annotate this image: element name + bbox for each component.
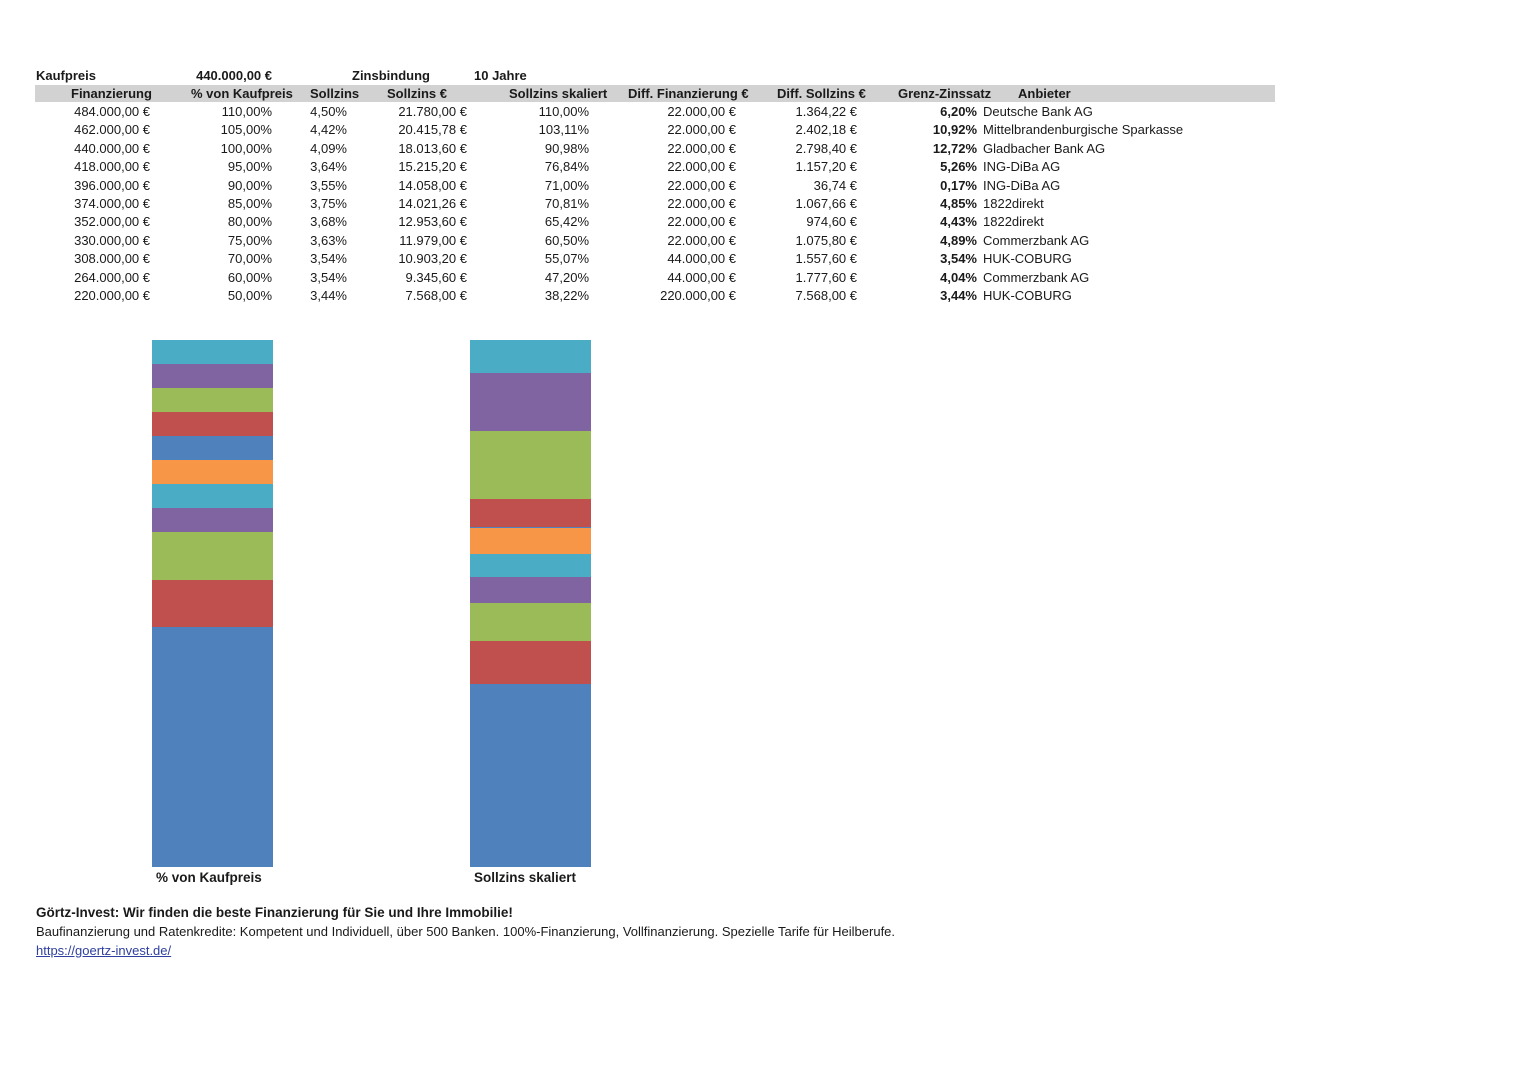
table-cell: 1.364,22 €	[795, 104, 857, 119]
table-cell: 4,04%	[940, 269, 977, 285]
bar-segment	[152, 627, 273, 867]
table-cell: HUK-COBURG	[983, 287, 1072, 303]
table-cell: 3,54%	[310, 269, 347, 285]
table-cell: 4,42%	[310, 122, 347, 138]
table-cell: 1.157,20 €	[795, 159, 857, 175]
table-cell: Gladbacher Bank AG	[983, 140, 1106, 156]
table-cell: 3,75%	[310, 195, 347, 211]
table-cell: 440.000,00 €	[74, 140, 150, 156]
table-cell: 418.000,00 €	[74, 159, 150, 175]
table-cell: 75,00%	[227, 232, 272, 248]
table-cell: 2.798,40 €	[795, 140, 857, 156]
table-cell: 3,54%	[940, 251, 977, 267]
table-cell: 330.000,00 €	[74, 232, 150, 248]
table-cell: 103,11%	[538, 122, 589, 138]
table-cell: 220.000,00 €	[74, 287, 150, 303]
table-cell: 90,00%	[227, 177, 272, 193]
chart-2-title: Sollzins skaliert	[474, 870, 577, 885]
table-cell: 3,64%	[310, 159, 347, 175]
table-cell: 22.000,00 €	[667, 140, 736, 156]
table-cell: 71,00%	[544, 177, 589, 193]
table-cell: 10.903,20 €	[398, 251, 467, 267]
table-cell: 22.000,00 €	[667, 177, 736, 193]
table-cell: 47,20%	[544, 269, 589, 285]
table-cell: 50,00%	[227, 287, 272, 303]
table-cell: 3,63%	[310, 232, 347, 248]
table-cell: 55,07%	[544, 251, 589, 267]
table-cell: 14.058,00 €	[398, 177, 467, 193]
table-cell: ING-DiBa AG	[983, 177, 1061, 193]
bar-segment	[470, 684, 591, 867]
zinsbindung-label: Zinsbindung	[352, 68, 430, 83]
table-cell: 396.000,00 €	[74, 177, 150, 193]
table-cell: 1.067,66 €	[795, 195, 857, 211]
table-cell: 22.000,00 €	[667, 214, 736, 230]
column-header-sollzins-eur: Sollzins €	[387, 86, 447, 101]
table-cell: 90,98%	[544, 140, 589, 156]
table-header-row	[35, 85, 1275, 102]
table-cell: 85,00%	[227, 195, 272, 211]
stacked-bar-1	[152, 340, 273, 867]
table-cell: HUK-COBURG	[983, 251, 1072, 267]
table-cell: 374.000,00 €	[74, 195, 150, 211]
table-cell: 76,84%	[544, 159, 589, 175]
footer-headline: Görtz-Invest: Wir finden die beste Finanzierung für Sie und Ihre Immobilie!	[36, 905, 513, 920]
bar-segment	[470, 554, 591, 578]
table-cell: 4,43%	[940, 214, 977, 230]
table-cell: 70,81%	[544, 195, 589, 211]
table-cell: 38,22%	[544, 287, 589, 303]
bar-segment	[470, 603, 591, 641]
table-cell: 1.557,60 €	[795, 251, 857, 267]
table-row	[0, 103, 1528, 121]
column-header-diff-finanzierung: Diff. Finanzierung €	[628, 86, 749, 101]
table-cell: 3,54%	[310, 251, 347, 267]
table-cell: 3,68%	[310, 214, 347, 230]
bar-segment	[152, 364, 273, 388]
table-row	[0, 269, 1528, 287]
table-cell: 22.000,00 €	[667, 159, 736, 175]
table-cell: Commerzbank AG	[983, 232, 1090, 248]
table-cell: 60,50%	[544, 232, 589, 248]
table-cell: 3,55%	[310, 177, 347, 193]
table-row	[0, 158, 1528, 176]
bar-segment	[470, 499, 591, 527]
table-cell: 100,00%	[220, 140, 272, 156]
table-cell: 484.000,00 €	[74, 104, 150, 119]
table-cell: 308.000,00 €	[74, 251, 150, 267]
table-cell: 44.000,00 €	[667, 269, 736, 285]
bar-segment	[152, 532, 273, 580]
table-cell: 1822direkt	[983, 214, 1044, 230]
table-cell: 14.021,26 €	[398, 195, 467, 211]
table-row	[0, 250, 1528, 268]
table-cell: 22.000,00 €	[667, 195, 736, 211]
bar-segment	[152, 340, 273, 364]
column-header-anbieter: Anbieter	[1018, 86, 1071, 101]
table-row	[0, 213, 1528, 231]
table-cell: 9.345,60 €	[405, 269, 467, 285]
table-cell: 11.979,00 €	[399, 232, 467, 248]
table-cell: Commerzbank AG	[983, 269, 1090, 285]
column-header-finanzierung: Finanzierung	[71, 86, 152, 101]
bar-segment	[152, 412, 273, 436]
table-cell: 1.777,60 €	[795, 269, 857, 285]
table-row	[0, 177, 1528, 195]
column-header-diff-sollzins: Diff. Sollzins €	[777, 86, 866, 101]
bar-segment	[152, 460, 273, 484]
table-cell: 80,00%	[227, 214, 272, 230]
bar-segment	[152, 508, 273, 532]
table-cell: 2.402,18 €	[795, 122, 857, 138]
table-cell: 352.000,00 €	[74, 214, 150, 230]
chart-1-title: % von Kaufpreis	[156, 870, 262, 885]
table-cell: 10,92%	[932, 122, 977, 138]
table-cell: 3,44%	[940, 287, 977, 303]
bar-segment	[152, 388, 273, 412]
table-row	[0, 195, 1528, 213]
table-cell: 105,00%	[220, 122, 272, 138]
table-cell: 95,00%	[227, 159, 272, 175]
table-cell: 22.000,00 €	[667, 104, 736, 119]
table-body	[0, 103, 1528, 305]
table-cell: 462.000,00 €	[74, 122, 150, 138]
table-cell: Deutsche Bank AG	[983, 104, 1093, 119]
footer-body: Baufinanzierung und Ratenkredite: Kompetent und Individuell, über 500 Banken. 100%-Finanzierung, Vollfinanzierung. Spezielle Tarife für Heilberufe.	[36, 924, 896, 939]
table-cell: 65,42%	[544, 214, 589, 230]
table-cell: 12.953,60 €	[398, 214, 467, 230]
bar-segment	[470, 528, 591, 554]
column-header-pct-von-kaufpreis: % von Kaufpreis	[191, 86, 293, 101]
table-cell: 7.568,00 €	[405, 287, 467, 303]
table-cell: 4,50%	[310, 104, 347, 119]
table-cell: 220.000,00 €	[660, 287, 736, 303]
table-cell: Mittelbrandenburgische Sparkasse	[983, 122, 1184, 138]
table-cell: 15.215,20 €	[398, 159, 467, 175]
table-cell: 22.000,00 €	[667, 232, 736, 248]
bar-segment	[470, 340, 591, 373]
table-row	[0, 121, 1528, 139]
table-cell: 5,26%	[940, 159, 977, 175]
bar-segment	[470, 577, 591, 603]
zinsbindung-value: 10 Jahre	[474, 68, 527, 83]
kaufpreis-label: Kaufpreis	[36, 68, 96, 83]
table-cell: 36,74 €	[813, 177, 857, 193]
table-cell: 1822direkt	[983, 195, 1044, 211]
column-header-sollzins-skaliert: Sollzins skaliert	[509, 86, 608, 101]
table-cell: 3,44%	[310, 287, 347, 303]
table-cell: 44.000,00 €	[667, 251, 736, 267]
table-cell: 4,89%	[940, 232, 977, 248]
bar-segment	[152, 580, 273, 628]
table-cell: 4,09%	[310, 140, 347, 156]
table-cell: 974,60 €	[806, 214, 857, 230]
table-cell: 18.013,60 €	[398, 140, 467, 156]
table-cell: 1.075,80 €	[795, 232, 857, 248]
table-row	[0, 287, 1528, 305]
table-row	[0, 140, 1528, 158]
table-cell: 4,85%	[940, 195, 977, 211]
kaufpreis-value: 440.000,00 €	[196, 68, 272, 83]
website-link[interactable]: https://goertz-invest.de/	[36, 943, 172, 958]
table-row	[0, 232, 1528, 250]
bar-segment	[152, 436, 273, 460]
bar-segment	[470, 641, 591, 684]
table-cell: 20.415,78 €	[398, 122, 467, 138]
table-cell: 110,00%	[221, 104, 272, 119]
table-cell: 110,00%	[538, 104, 589, 119]
table-cell: 60,00%	[227, 269, 272, 285]
column-header-grenz-zinssatz: Grenz-Zinssatz	[898, 86, 992, 101]
table-cell: 12,72%	[932, 140, 977, 156]
table-cell: 21.780,00 €	[398, 104, 467, 119]
bar-segment	[152, 484, 273, 508]
info-row	[0, 68, 1528, 84]
table-cell: 7.568,00 €	[795, 287, 857, 303]
table-cell: 22.000,00 €	[667, 122, 736, 138]
column-header-sollzins: Sollzins	[310, 86, 360, 101]
bar-segment	[470, 373, 591, 431]
table-cell: ING-DiBa AG	[983, 159, 1061, 175]
table-cell: 6,20%	[940, 104, 977, 119]
table-cell: 264.000,00 €	[74, 269, 150, 285]
table-cell: 0,17%	[940, 177, 977, 193]
bar-segment	[470, 431, 591, 499]
stacked-bar-2	[470, 340, 591, 867]
table-cell: 70,00%	[227, 251, 272, 267]
